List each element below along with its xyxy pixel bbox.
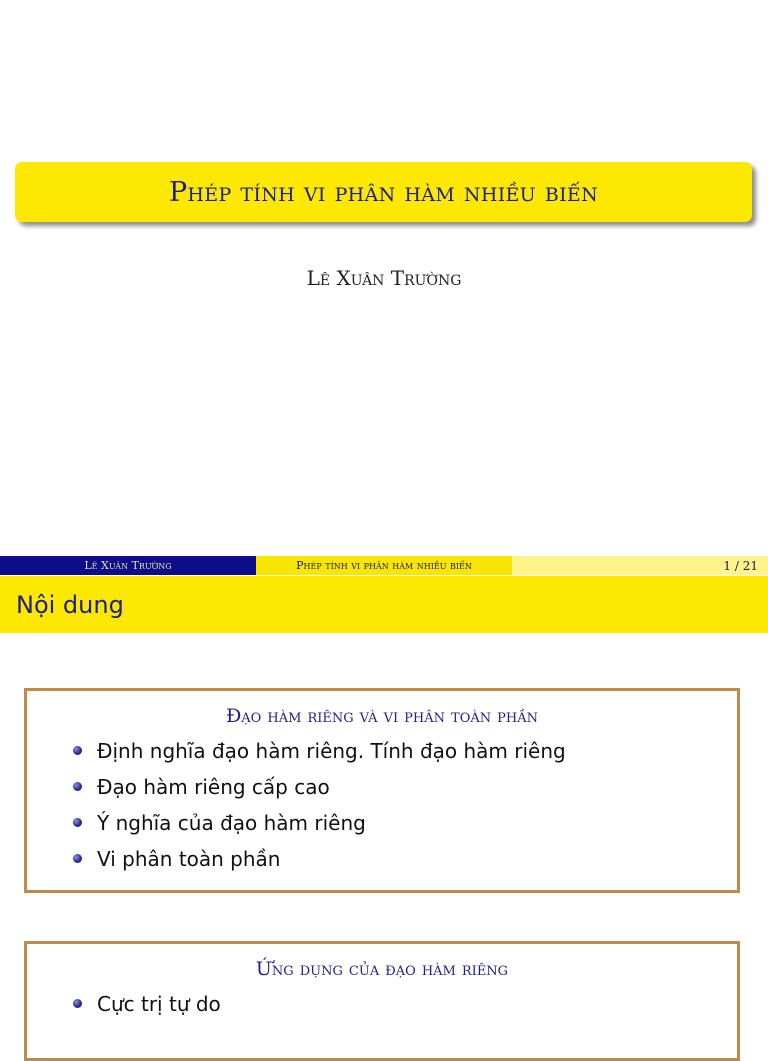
bullet-icon bbox=[73, 746, 82, 755]
list-item-text: Vi phân toàn phần bbox=[97, 847, 281, 871]
contents-block-derivatives bbox=[24, 688, 740, 893]
presentation-title: Phép tính vi phân hàm nhiều biến bbox=[168, 176, 599, 208]
list-item-text: Ý nghĩa của đạo hàm riêng bbox=[97, 811, 366, 835]
bullet-icon bbox=[73, 782, 82, 791]
title-banner bbox=[15, 162, 752, 222]
contents-slide bbox=[0, 576, 768, 1024]
author-name: Lê Xuân Trường bbox=[306, 266, 462, 290]
list-item bbox=[73, 769, 737, 805]
frame-title: Nội dung bbox=[0, 576, 768, 633]
list-item-text: Đạo hàm riêng cấp cao bbox=[97, 775, 330, 799]
bullet-list bbox=[27, 733, 737, 877]
footer-author: Lê Xuân Trường bbox=[0, 556, 256, 575]
footer-title: Phép tính vi phân hàm nhiều biến bbox=[256, 556, 512, 575]
bullet-icon bbox=[73, 854, 82, 863]
list-item bbox=[73, 841, 737, 877]
contents-block-applications bbox=[24, 941, 740, 1061]
list-item-text: Định nghĩa đạo hàm riêng. Tính đạo hàm riêng bbox=[97, 739, 566, 763]
block-title: Ứng dụng của đạo hàm riêng bbox=[255, 958, 509, 980]
list-item bbox=[73, 733, 737, 769]
block-title: Đạo hàm riêng và vi phân toàn phần bbox=[225, 705, 539, 727]
list-item-text: Cực trị tự do bbox=[97, 992, 221, 1016]
bullet-icon bbox=[73, 818, 82, 827]
list-item bbox=[73, 805, 737, 841]
bullet-icon bbox=[73, 999, 82, 1008]
list-item bbox=[73, 986, 737, 1022]
slide-footer bbox=[0, 556, 768, 575]
footer-page-number: 1 / 21 bbox=[512, 556, 768, 575]
bullet-list bbox=[27, 986, 737, 1022]
